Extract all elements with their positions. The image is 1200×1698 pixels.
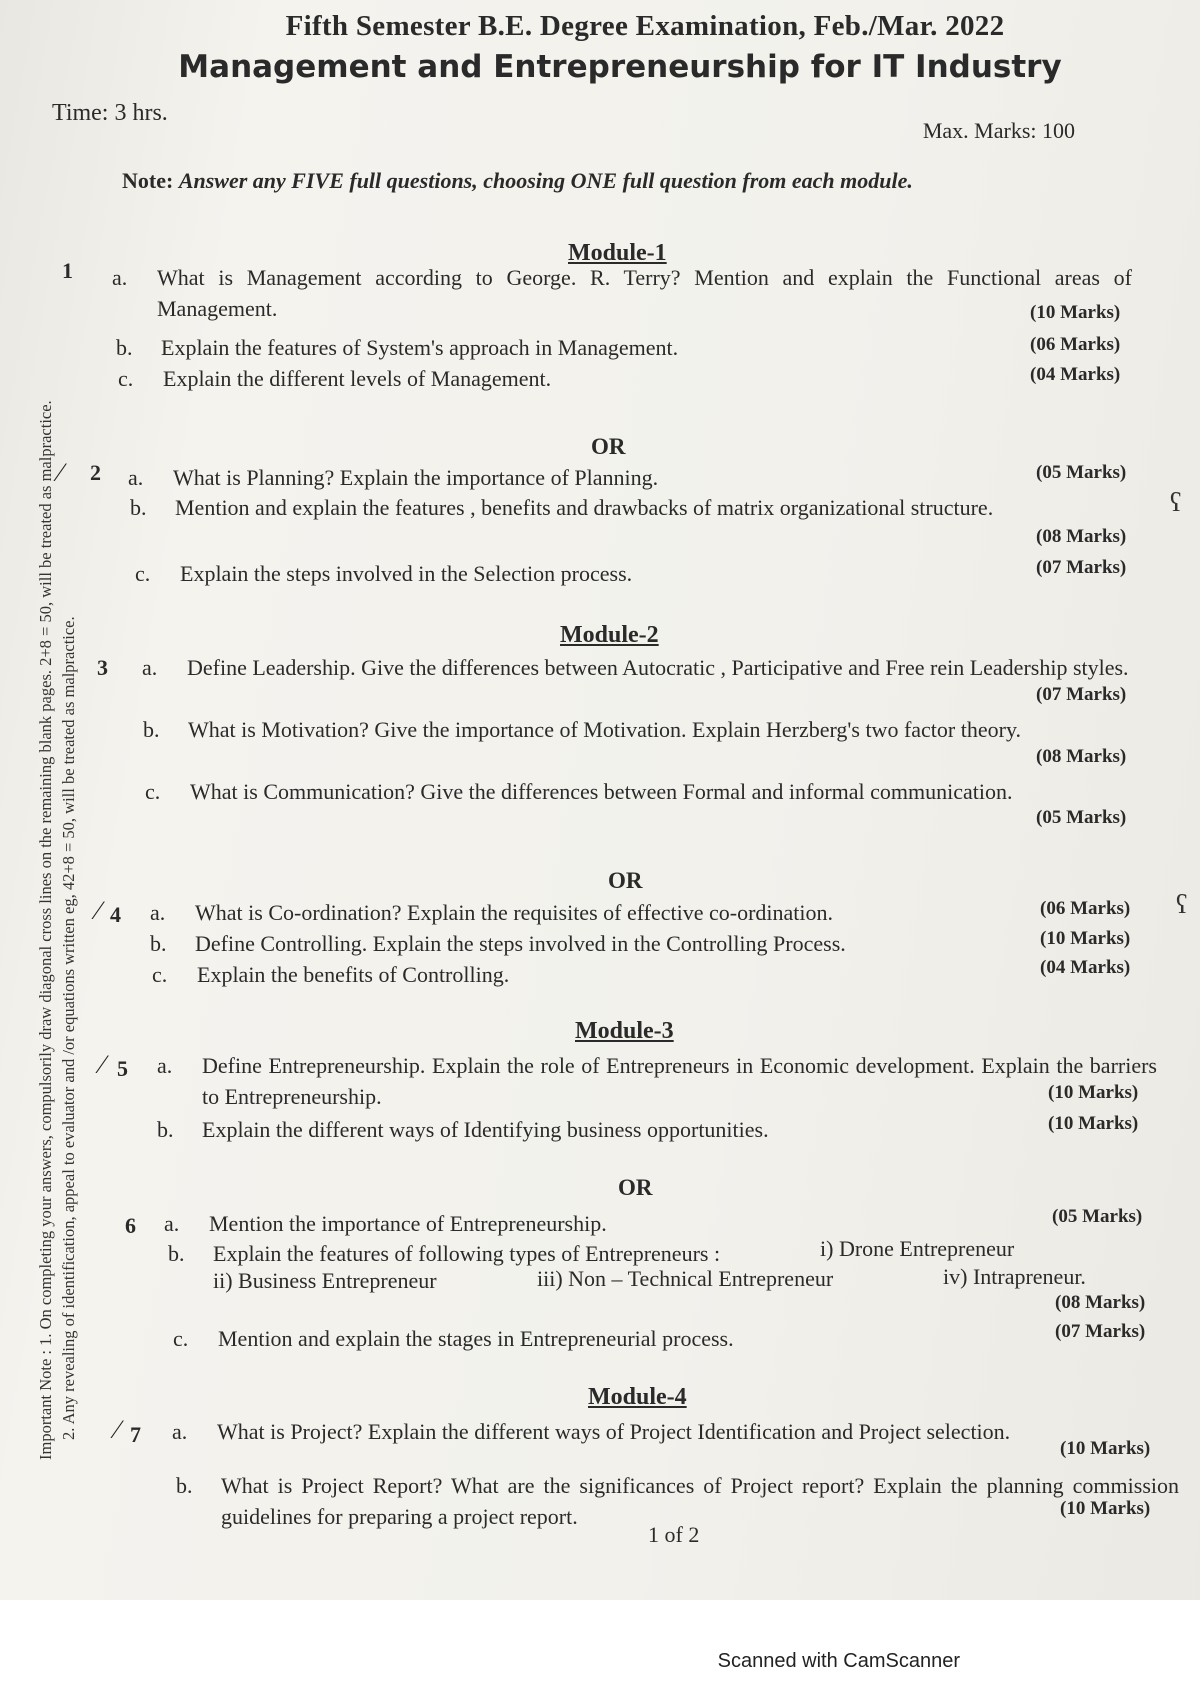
question-1a-marks: (10 Marks) (1030, 302, 1121, 323)
question-2a-text: What is Planning? Explain the importance of Planning. (173, 465, 659, 490)
module-2-heading: Module-2 (560, 622, 659, 648)
question-5b-letter: b. (157, 1117, 174, 1142)
question-4c-letter: c. (152, 962, 168, 987)
question-number-5: 5 (117, 1056, 128, 1081)
question-6a-letter: a. (164, 1211, 180, 1236)
question-5b-marks: (10 Marks) (1048, 1113, 1139, 1134)
question-6b-option-i: i) Drone Entrepreneur (820, 1236, 1015, 1261)
header (0, 10, 1200, 85)
question-2b-marks: (08 Marks) (1036, 526, 1127, 547)
question-4a-text: What is Co-ordination? Explain the requisites of effective co-ordination. (195, 900, 834, 925)
instructions-note (122, 168, 913, 194)
question-6b-option-iv: iv) Intrapreneur. (943, 1264, 1086, 1289)
question-7b-letter: b. (176, 1473, 193, 1498)
margin-scribble-1: ʕ (1170, 488, 1182, 517)
question-6a-marks: (05 Marks) (1052, 1206, 1143, 1227)
question-6a-text: Mention the importance of Entrepreneurship. (209, 1211, 607, 1236)
question-4b-marks: (10 Marks) (1040, 928, 1131, 949)
question-1b-text: Explain the features of System's approach in Management. (161, 335, 679, 360)
question-7b-marks: (10 Marks) (1060, 1498, 1151, 1519)
handwritten-tick-q2: ⁄ (58, 458, 63, 487)
question-2c-letter: c. (135, 561, 151, 586)
question-number-1: 1 (62, 258, 73, 283)
subject-title: Management and Entrepreneurship for IT Industry (178, 49, 1062, 85)
module-3-heading: Module-3 (575, 1018, 674, 1044)
question-4a-marks: (06 Marks) (1040, 898, 1131, 919)
exam-title: Fifth Semester B.E. Degree Examination, Feb./Mar. 2022 (285, 10, 1005, 42)
or-divider-1: OR (591, 434, 626, 459)
question-number-6: 6 (125, 1213, 136, 1238)
question-number-3: 3 (97, 655, 108, 680)
question-4c-text: Explain the benefits of Controlling. (197, 962, 510, 987)
question-6c-text: Mention and explain the stages in Entrepreneurial process. (218, 1326, 734, 1351)
question-1c-marks: (04 Marks) (1030, 364, 1121, 385)
question-6b-option-ii: ii) Business Entrepreneur (213, 1268, 437, 1293)
question-6b-marks: (08 Marks) (1055, 1292, 1146, 1313)
question-5b-text: Explain the different ways of Identifying business opportunities. (202, 1117, 769, 1142)
scan-credit: Scanned with CamScanner (717, 1650, 960, 1672)
module-1-heading: Module-1 (568, 240, 667, 266)
question-3a-text: Define Leadership. Give the differences between Autocratic , Participative and Free rein Leadership styles. (187, 655, 1129, 680)
question-6b-text: Explain the features of following types of Entrepreneurs : (213, 1241, 721, 1266)
question-3c-marks: (05 Marks) (1036, 807, 1127, 828)
question-1c-letter: c. (118, 366, 134, 391)
question-3a-letter: a. (142, 655, 158, 680)
question-3c-text: What is Communication? Give the differences between Formal and informal communication. (190, 779, 1013, 804)
question-6c-marks: (07 Marks) (1055, 1321, 1146, 1342)
question-number-4: 4 (110, 902, 121, 927)
question-6b-option-iii: iii) Non – Technical Entrepreneur (537, 1266, 834, 1291)
handwritten-tick-q5: ⁄ (100, 1050, 105, 1079)
question-5a-text: Define Entrepreneurship. Explain the role of Entrepreneurs in Economic development. Explain the barriers to Entrepreneurship. (202, 1053, 1157, 1109)
question-1b-letter: b. (116, 335, 133, 360)
handwritten-tick-q7: ⁄ (115, 1415, 120, 1444)
question-3b-marks: (08 Marks) (1036, 746, 1127, 767)
question-2a-letter: a. (128, 465, 144, 490)
module-4-heading: Module-4 (588, 1384, 687, 1410)
question-2b-text: Mention and explain the features , benefits and drawbacks of matrix organizational structure. (175, 495, 994, 520)
or-divider-2: OR (608, 868, 643, 893)
question-7a-text: What is Project? Explain the different ways of Project Identification and Project selection. (217, 1419, 1011, 1444)
handwritten-tick-q4: ⁄ (96, 896, 101, 925)
margin-scribble-2: ʕ (1176, 890, 1188, 919)
time-allowed: Time: 3 hrs. (52, 100, 168, 126)
question-7a-marks: (10 Marks) (1060, 1438, 1151, 1459)
question-1b-marks: (06 Marks) (1030, 334, 1121, 355)
question-1c-text: Explain the different levels of Management. (163, 366, 552, 391)
question-4a-letter: a. (150, 900, 166, 925)
question-3b-text: What is Motivation? Give the importance of Motivation. Explain Herzberg's two factor theory. (188, 717, 1022, 742)
important-note-line-1: Important Note : 1. On completing your answers, compulsorily draw diagonal cross lines on the remaining blank pages. 2+8 = 50, will be treated as malpractice. (36, 400, 55, 1460)
note-text: Answer any FIVE full questions, choosing ONE full question from each module. (178, 168, 913, 193)
question-6c-letter: c. (173, 1326, 189, 1351)
question-number-2: 2 (90, 460, 101, 485)
important-note (35, 0, 81, 1460)
question-3a-marks: (07 Marks) (1036, 684, 1127, 705)
scan-footer (0, 1600, 1200, 1698)
question-3b-letter: b. (143, 717, 160, 742)
question-1a-text: What is Management according to George. R. Terry? Mention and explain the Functional areas of Management. (157, 265, 1132, 321)
question-2b-letter: b. (130, 495, 147, 520)
question-number-7: 7 (130, 1422, 141, 1447)
question-7a-letter: a. (172, 1419, 188, 1444)
question-5a-marks: (10 Marks) (1048, 1082, 1139, 1103)
question-4c-marks: (04 Marks) (1040, 957, 1131, 978)
question-4b-letter: b. (150, 931, 167, 956)
question-6b-letter: b. (168, 1241, 185, 1266)
question-2c-marks: (07 Marks) (1036, 557, 1127, 578)
question-4b-text: Define Controlling. Explain the steps involved in the Controlling Process. (195, 931, 846, 956)
note-label: Note: (122, 168, 174, 193)
max-marks: Max. Marks: 100 (922, 118, 1075, 143)
or-divider-3: OR (618, 1175, 653, 1200)
question-1a-letter: a. (112, 265, 128, 290)
page-number: 1 of 2 (648, 1522, 700, 1547)
question-2a-marks: (05 Marks) (1036, 462, 1127, 483)
question-3c-letter: c. (145, 779, 161, 804)
question-2c-text: Explain the steps involved in the Selection process. (180, 561, 633, 586)
question-5a-letter: a. (157, 1053, 173, 1078)
question-7b-text: What is Project Report? What are the significances of Project report? Explain the planning commission guidelines for preparing a project report. (221, 1473, 1179, 1529)
important-note-line-2: 2. Any revealing of identification, appeal to evaluator and /or equations written eg, 42+8 = 50, will be treated as malpractice. (58, 616, 78, 1440)
